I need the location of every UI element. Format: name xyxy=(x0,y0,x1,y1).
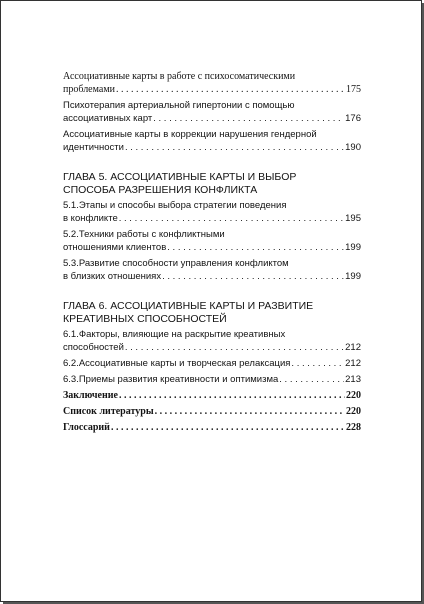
toc-page-number: 228 xyxy=(346,422,361,433)
toc-entry-line: Ассоциативные карты в работе с психосоматическими xyxy=(63,71,296,82)
toc-page-number: 199 xyxy=(345,242,361,253)
dot-leader xyxy=(125,141,344,154)
toc-page-number: 213 xyxy=(345,374,361,385)
toc-page-number: 175 xyxy=(346,84,361,95)
toc-entry-line: Глоссарий xyxy=(63,422,110,433)
toc-entry-references xyxy=(63,405,361,418)
toc-page-number: 212 xyxy=(345,342,361,353)
toc-entry-line: в близких отношениях xyxy=(63,271,162,282)
toc-entry-line: 6.1.Факторы, влияющие на раскрытие креативных xyxy=(63,329,286,340)
toc-entry-conclusion xyxy=(63,389,361,402)
toc-entry-line: 6.2.Ассоциативные карты и творческая релаксация xyxy=(63,358,291,369)
toc-entry-line: в конфликте xyxy=(63,213,118,224)
toc-page-number: 199 xyxy=(345,271,361,282)
toc-entry xyxy=(63,99,361,125)
toc-entry-line: 5.2.Техники работы с конфликтными xyxy=(63,229,225,240)
toc-entry-line: 5.3.Развитие способности управления конфликтом xyxy=(63,258,289,269)
toc-entry-line: Ассоциативные карты в коррекции нарушения гендерной xyxy=(63,129,317,140)
toc-page-number: 195 xyxy=(345,213,361,224)
dot-leader xyxy=(167,241,344,254)
toc-page-number: 220 xyxy=(346,406,361,417)
toc-page-number: 190 xyxy=(345,142,361,153)
toc-entry-line: Заключение xyxy=(63,390,118,401)
chapter-heading-line: КРЕАТИВНЫХ СПОСОБНОСТЕЙ xyxy=(63,313,227,325)
toc-page-number: 220 xyxy=(346,390,361,401)
dot-leader xyxy=(279,373,344,386)
chapter-heading-line: ГЛАВА 5. АССОЦИАТИВНЫЕ КАРТЫ И ВЫБОР xyxy=(63,171,297,183)
dot-leader xyxy=(119,212,344,225)
toc-entry-line: 5.1.Этапы и способы выбора стратегии поведения xyxy=(63,200,287,211)
toc-page-number: 212 xyxy=(345,358,361,369)
table-of-contents xyxy=(63,70,361,434)
toc-entry xyxy=(63,373,361,386)
chapter-heading-line: СПОСОБА РАЗРЕШЕНИЯ КОНФЛИКТА xyxy=(63,184,258,196)
toc-entry xyxy=(63,357,361,370)
chapter-heading xyxy=(63,171,361,197)
toc-entry xyxy=(63,257,361,283)
dot-leader xyxy=(153,112,344,125)
toc-entry-line: Список литературы xyxy=(63,406,154,417)
toc-entry-line: Психотерапия артериальной гипертонии с помощью xyxy=(63,100,295,111)
toc-entry-line: отношениями клиентов xyxy=(63,242,167,253)
dot-leader xyxy=(155,405,345,418)
toc-entry-line: ассоциативных карт xyxy=(63,113,153,124)
chapter-heading-line: ГЛАВА 6. АССОЦИАТИВНЫЕ КАРТЫ И РАЗВИТИЕ xyxy=(63,300,314,312)
chapter-heading xyxy=(63,300,361,326)
dot-leader xyxy=(119,389,345,402)
toc-entry-line: проблемами xyxy=(63,84,115,95)
dot-leader xyxy=(116,83,345,96)
toc-entry-glossary xyxy=(63,421,361,434)
toc-entry xyxy=(63,328,361,354)
toc-entry xyxy=(63,228,361,254)
toc-entry xyxy=(63,70,361,96)
toc-page-number: 176 xyxy=(345,113,361,124)
toc-entry-line: 6.3.Приемы развития креативности и оптимизма xyxy=(63,374,279,385)
toc-entry-line: способностей xyxy=(63,342,124,353)
dot-leader xyxy=(291,357,344,370)
dot-leader xyxy=(162,270,344,283)
toc-entry xyxy=(63,199,361,225)
dot-leader xyxy=(125,341,344,354)
dot-leader xyxy=(111,421,345,434)
toc-entry xyxy=(63,128,361,154)
toc-entry-line: идентичности xyxy=(63,142,124,153)
